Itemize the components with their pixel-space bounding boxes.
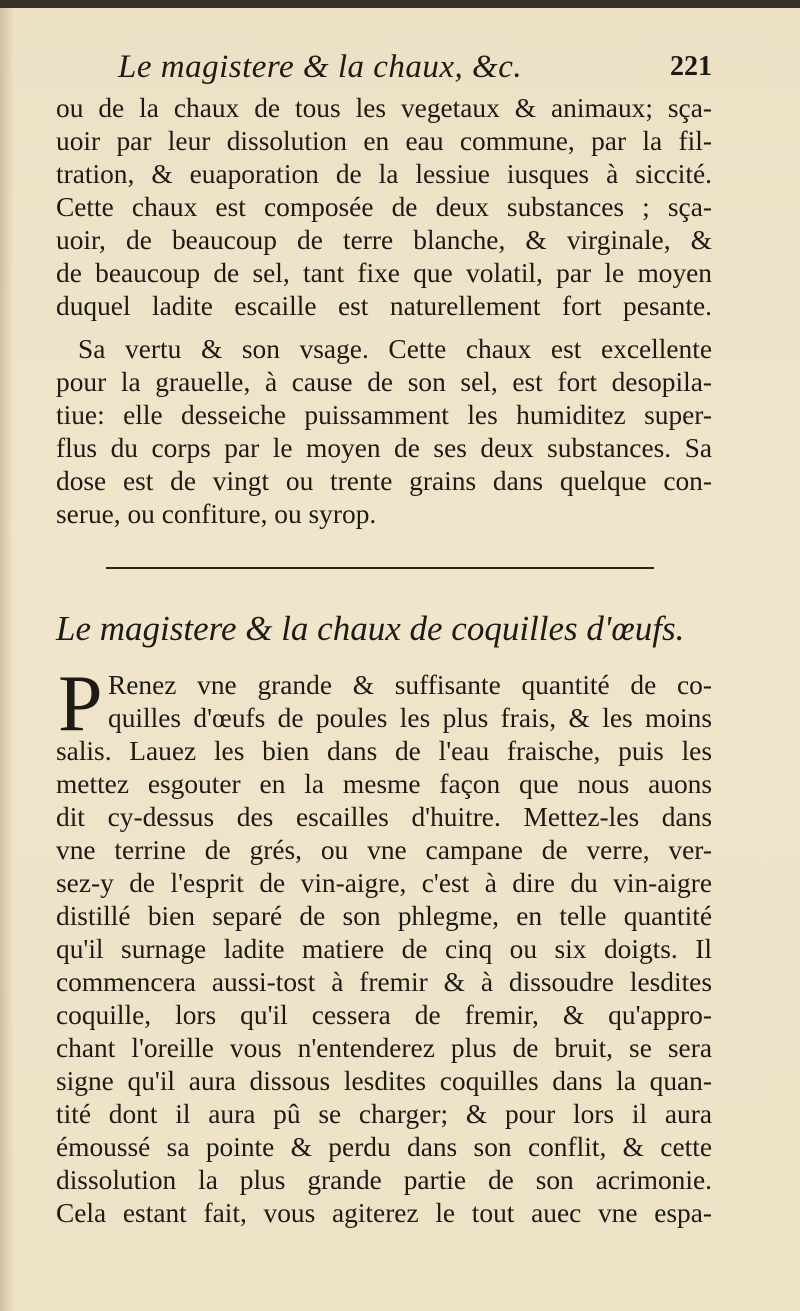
- text-line: serue, ou confiture, ou syrop.: [56, 499, 377, 529]
- text-line: coquille, lors qu'il cessera de fremir, & qu'appro-: [56, 1000, 712, 1030]
- section-divider: [106, 567, 654, 569]
- paragraph-vertu: [56, 333, 712, 531]
- text-line: dose est de vingt ou trente grains dans quelque con-: [56, 466, 712, 496]
- text-line: uoir, de beaucoup de terre blanche, & virginale, &: [56, 225, 712, 255]
- text-line: dissolution la plus grande partie de son acrimonie.: [56, 1165, 712, 1195]
- text-line: duquel ladite escaille est naturellement fort pesante.: [56, 291, 712, 321]
- section-heading: Le magistere & la chaux de coquilles d'œufs.: [56, 609, 685, 648]
- text-line: signe qu'il aura dissous lesdites coquilles dans la quan-: [56, 1066, 712, 1096]
- text-line: sez-y de l'esprit de vin-aigre, c'est à dire du vin-aigre: [56, 868, 712, 898]
- drop-cap: P: [58, 660, 103, 748]
- text-line: dit cy-dessus des escailles d'huitre. Mettez-les dans: [56, 802, 712, 832]
- text-line: commencera aussi-tost à fremir & à dissoudre lesdites: [56, 967, 712, 997]
- text-line: émoussé sa pointe & perdu dans son conflit, & cette: [56, 1132, 712, 1162]
- text-line: de beaucoup de sel, tant fixe que volatil, par le moyen: [56, 258, 712, 288]
- text-line: tiue: elle desseiche puissamment les humiditez super-: [56, 400, 712, 430]
- text-line: Cela estant fait, vous agiterez le tout auec vne espa-: [56, 1198, 712, 1228]
- text-line: tité dont il aura pû se charger; & pour lors il aura: [56, 1099, 712, 1129]
- text-line: Sa vertu & son vsage. Cette chaux est excellente: [78, 334, 712, 364]
- drop-cap-lines: [56, 660, 712, 748]
- page-top-edge: [0, 0, 800, 8]
- text-line: distillé bien separé de son phlegme, en telle quantité: [56, 901, 712, 931]
- text-line: tration, & euaporation de la lessiue iusques à siccité.: [56, 159, 712, 189]
- page-header: [60, 44, 740, 94]
- text-line: mettez esgouter en la mesme façon que nous auons: [56, 769, 712, 799]
- text-line: pour la grauelle, à cause de son sel, est fort desopila-: [56, 367, 712, 397]
- text-line: Cette chaux est composée de deux substances ; sça-: [56, 192, 712, 222]
- text-line: flus du corps par le moyen de ses deux substances. Sa: [56, 433, 712, 463]
- text-line: quilles d'œufs de poules les plus frais, & les moins: [108, 703, 712, 733]
- text-line: vne terrine de grés, ou vne campane de verre, ver-: [56, 835, 712, 865]
- text-line: Renez vne grande & suffisante quantité de co-: [108, 670, 712, 700]
- text-line: salis. Lauez les bien dans de l'eau fraische, puis les: [56, 736, 712, 766]
- section-body: [56, 660, 712, 1230]
- text-line: chant l'oreille vous n'entenderez plus de bruit, se sera: [56, 1033, 712, 1063]
- page-number: 221: [670, 51, 712, 82]
- paragraph-continued: [56, 92, 712, 323]
- binding-shadow: [0, 8, 14, 1311]
- text-line: qu'il surnage ladite matiere de cinq ou six doigts. Il: [56, 934, 712, 964]
- running-title: Le magistere & la chaux, &c.: [118, 49, 523, 85]
- text-line: uoir par leur dissolution en eau commune, par la fil-: [56, 126, 712, 156]
- text-line: ou de la chaux de tous les vegetaux & animaux; sça-: [56, 93, 712, 123]
